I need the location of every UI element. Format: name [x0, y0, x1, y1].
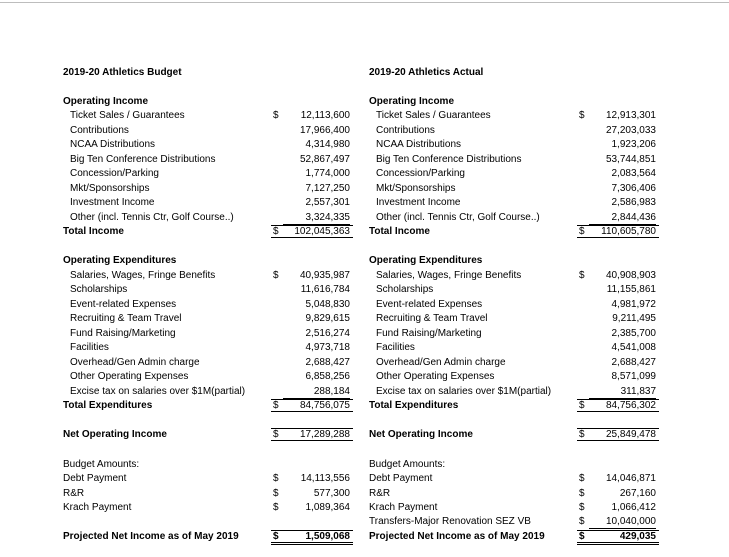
income-row: Mkt/Sponsorships 7,127,250	[70, 183, 350, 194]
expense-row: Facilities 4,541,008	[376, 342, 656, 353]
income-row: Concession/Parking 2,083,564	[376, 168, 656, 179]
income-row: Other (incl. Tennis Ctr, Golf Course..) 3,324,335	[70, 212, 350, 223]
expense-row: Scholarships 11,616,784	[70, 284, 350, 295]
net-operating-income-row: Net Operating Income $ 25,849,478	[369, 428, 669, 441]
income-row: NCAA Distributions 1,923,206	[376, 139, 656, 150]
expense-row: Event-related Expenses 5,048,830	[70, 299, 350, 310]
expense-row: Scholarships 11,155,861	[376, 284, 656, 295]
amount-row: Krach Payment $ 1,089,364	[63, 502, 350, 513]
expense-row: Facilities 4,973,718	[70, 342, 350, 353]
expense-row: Salaries, Wages, Fringe Benefits $ 40,908,903	[376, 270, 656, 281]
expenditures-heading: Operating Expenditures	[369, 255, 483, 266]
expense-row: Excise tax on salaries over $1M(partial) 311,837	[376, 386, 656, 397]
budget-panel	[63, 0, 363, 557]
income-row: Mkt/Sponsorships 7,306,406	[376, 183, 656, 194]
expense-row: Fund Raising/Marketing 2,516,274	[70, 328, 350, 339]
expenditures-heading: Operating Expenditures	[63, 255, 177, 266]
total-expenditures-row: Total Expenditures $ 84,756,075	[63, 399, 363, 412]
income-row: Big Ten Conference Distributions 52,867,497	[70, 154, 350, 165]
projected-net-income-row: Projected Net Income as of May 2019 $ 1,509,068	[63, 530, 363, 543]
expense-row: Other Operating Expenses 8,571,099	[376, 371, 656, 382]
total-expenditures-row: Total Expenditures $ 84,756,302	[369, 399, 669, 412]
income-row: Investment Income 2,557,301	[70, 197, 350, 208]
income-row: Other (incl. Tennis Ctr, Golf Course..) 2,844,436	[376, 212, 656, 223]
amount-row: Krach Payment $ 1,066,412	[369, 502, 656, 513]
expense-row: Recruiting & Team Travel 9,211,495	[376, 313, 656, 324]
income-row: NCAA Distributions 4,314,980	[70, 139, 350, 150]
amount-row: Debt Payment $ 14,113,556	[63, 473, 350, 484]
expense-row: Other Operating Expenses 6,858,256	[70, 371, 350, 382]
amount-row: Debt Payment $ 14,046,871	[369, 473, 656, 484]
actual-title: 2019-20 Athletics Actual	[369, 67, 484, 78]
expense-row: Fund Raising/Marketing 2,385,700	[376, 328, 656, 339]
expense-row: Overhead/Gen Admin charge 2,688,427	[376, 357, 656, 368]
income-row: Contributions 17,966,400	[70, 125, 350, 136]
amount-row: R&R $ 267,160	[369, 488, 656, 499]
expense-row: Recruiting & Team Travel 9,829,615	[70, 313, 350, 324]
budget-amounts-heading: Budget Amounts:	[369, 459, 446, 470]
expense-row: Overhead/Gen Admin charge 2,688,427	[70, 357, 350, 368]
total-income-row: Total Income $ 102,045,363	[63, 225, 363, 238]
income-heading: Operating Income	[63, 96, 149, 107]
actual-panel	[369, 0, 669, 557]
expense-row: Salaries, Wages, Fringe Benefits $ 40,935,987	[70, 270, 350, 281]
net-operating-income-row: Net Operating Income $ 17,289,288	[63, 428, 363, 441]
income-row: Contributions 27,203,033	[376, 125, 656, 136]
budget-title: 2019-20 Athletics Budget	[63, 67, 182, 78]
expense-row: Event-related Expenses 4,981,972	[376, 299, 656, 310]
income-row: Big Ten Conference Distributions 53,744,851	[376, 154, 656, 165]
income-row: Ticket Sales / Guarantees $ 12,913,301	[376, 110, 656, 121]
budget-amounts-heading: Budget Amounts:	[63, 459, 140, 470]
expense-row: Excise tax on salaries over $1M(partial) 288,184	[70, 386, 350, 397]
projected-net-income-row: Projected Net Income as of May 2019 $ 429,035	[369, 530, 669, 543]
income-heading: Operating Income	[369, 96, 455, 107]
amount-row: R&R $ 577,300	[63, 488, 350, 499]
income-row: Concession/Parking 1,774,000	[70, 168, 350, 179]
total-income-row: Total Income $ 110,605,780	[369, 225, 669, 238]
income-row: Investment Income 2,586,983	[376, 197, 656, 208]
amount-row: Transfers-Major Renovation SEZ VB $ 10,040,000	[369, 516, 656, 527]
income-row: Ticket Sales / Guarantees $ 12,113,600	[70, 110, 350, 121]
